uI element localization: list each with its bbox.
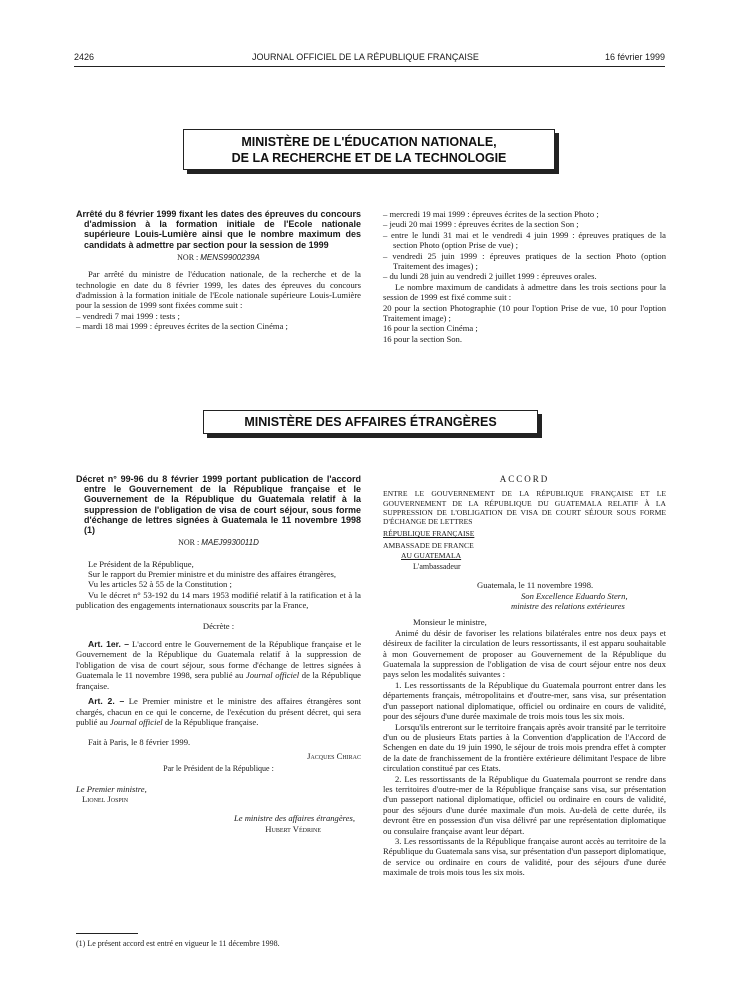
footnote-rule	[76, 933, 138, 934]
mae-name: Hubert Védrine	[265, 823, 321, 834]
article-2: Art. 2. – Le Premier ministre et le ministre des affaires étrangères sont chargés, chacun en ce qui le concerne, de l'exécution du présent décret, qui sera publié au Journal officiel de la République française.	[76, 696, 362, 727]
decret-title: Décret n° 99-96 du 8 février 1999 portant publication de l'accord entre le Gouvernement de la République française et le Gouvernement de la République du Guatemala relatif à la suppression de l'obligation de visa de court séjour, sous forme d'échange de lettres signées à Guatemala le 11 novembre 1998 (1)	[76, 474, 361, 536]
ministry-education-line1: MINISTÈRE DE L'ÉDUCATION NATIONALE,	[241, 135, 497, 149]
decret-para: Le Président de la République,	[88, 558, 194, 569]
accord-para: 2. Les ressortissants de la République du Guatemala pourront se rendre dans les territoires d'outre-mer de la République française sans visa, sur présentation d'un passeport national diplomatique, officiel ou ordinaire en cours de validité, pour des séjours d'une durée maximale d'un mois. Au-delà de cette durée, ils devront être en possession d'un visa délivré par une représentation diplomatique ou consulaire française avant leur départ.	[383, 773, 666, 836]
journal-title: JOURNAL OFFICIEL DE LA RÉPUBLIQUE FRANÇAISE	[252, 52, 479, 62]
pm-name: Lionel Jospin	[82, 793, 129, 804]
addressee-line2: ministre des relations extérieures	[511, 601, 625, 612]
nor-line: NOR : MENS9900239A	[177, 252, 260, 262]
salutation: Monsieur le ministre,	[413, 617, 487, 628]
accord-para: Animé du désir de favoriser les relations bilatérales entre nos deux pays et désireux de faciliter la circulation de leurs ressortissants, il est apparu souhaitable à mon Gouvernement de proposer au Gouvernement de la République du Guatemala la suppression de l'obligation de visa de court séjour entre nos deux pays selon les modalités suivantes :	[383, 627, 666, 680]
accord-heading: ACCORD	[499, 474, 550, 484]
max-item: 16 pour la section Cinéma ;	[383, 323, 478, 334]
accord-para: 3. Les ressortissants de la République française auront accès au territoire de la République du Guatemala sans visa, sur présentation d'un passeport diplomatique, de service ou ordinaire en cours de validité, pour des séjours d'une durée maximale de trois mois tous les six mois.	[383, 835, 666, 878]
decret-para: Vu les articles 52 à 55 de la Constitution ;	[88, 579, 232, 590]
ambassadeur: L'ambassadeur	[413, 561, 461, 571]
decret-para: Vu le décret n° 53-192 du 14 mars 1953 modifié relatif à la ratification et à la publication des engagements internationaux souscrits par la France,	[76, 589, 361, 611]
accord-para: 1. Les ressortissants de la République du Guatemala pourront entrer dans les départements français, métropolitains et d'outre-mer, sans visa, sur présentation d'un passeport national diplomatique, officiel ou ordinaire en cours de validité, pour des séjours d'une durée maximale de trois mois tous les six mois.	[383, 679, 666, 722]
mae-title: Le ministre des affaires étrangères,	[233, 813, 355, 824]
arrete-intro: Par arrêté du ministre de l'éducation nationale, de la recherche et de la technologie en date du 8 février 1999, les dates des épreuves du concours d'admission à la formation initiale de l'Ecole nationale supérieure Louis-Lumière pour la session de 1999 sont fixées comme suit :	[76, 269, 361, 311]
date-item: – mardi 18 mai 1999 : épreuves écrites de la section Cinéma ;	[76, 321, 288, 332]
nor-code: MENS9900239A	[200, 252, 260, 262]
max-item: 20 pour la section Photographie (10 pour l'option Prise de vue, 10 pour l'option Traitement image) ;	[383, 302, 666, 324]
ministry-education-line2: DE LA RECHERCHE ET DE LA TECHNOLOGIE	[231, 151, 507, 165]
max-item: 16 pour la section Son.	[383, 333, 463, 344]
ministry-box-education	[183, 129, 555, 170]
signature-president: Jacques Chirac	[307, 750, 361, 761]
pm-title: Le Premier ministre,	[76, 783, 147, 794]
ministry-foreign-affairs: MINISTÈRE DES AFFAIRES ÉTRANGÈRES	[244, 415, 497, 429]
accord-subheading: ENTRE LE GOUVERNEMENT DE LA RÉPUBLIQUE FRANÇAISE ET LE GOUVERNEMENT DE LA RÉPUBLIQUE DU GUATEMALA RELATIF À LA SUPPRESSION DE L'OBLIGATION DE VISA DE COURT SÉJOUR SOUS FORME D'ÉCHANGE DE LETTRES	[383, 489, 666, 527]
nor-line: NOR : MAEJ9930011D	[178, 538, 259, 548]
page-number: 2426	[74, 52, 95, 62]
date-item: – entre le lundi 31 mai et le vendredi 4 juin 1999 : épreuves pratiques de la section Photo (option Prise de vue) ;	[383, 229, 666, 251]
section2-left-column	[76, 474, 361, 834]
header-date: 16 février 1999	[604, 52, 665, 62]
max-candidates-intro: Le nombre maximum de candidats à admettre dans les trois sections pour la session de 1999 est fixé comme suit :	[383, 281, 666, 303]
accord-para: Lorsqu'ils entreront sur le territoire français après avoir transité par le territoire d'un ou de plusieurs Etats parties à la Convention d'application de l'Accord de Schengen en date du 19 juin 1990, le séjour de trois mois prendra effet à compter de la date de franchissement de la frontière extérieure délimitant l'espace de libre circulation constitué par ces Etats.	[383, 721, 666, 774]
ambassade-line1: AMBASSADE DE FRANCE	[383, 541, 474, 551]
ambassade-line2: AU GUATEMALA	[401, 550, 462, 560]
footnote: (1) Le présent accord est entré en vigueur le 11 décembre 1998.	[76, 939, 280, 948]
place-date: Guatemala, le 11 novembre 1998.	[477, 580, 594, 591]
arrete-title: Arrêté du 8 février 1999 fixant les dates des épreuves du concours d'admission à la formation initiale de l'Ecole nationale supérieure Louis-Lumière ainsi que le nombre maximum des candidats à admettre par section pour la session de 1999	[76, 209, 361, 250]
date-item: – vendredi 7 mai 1999 : tests ;	[76, 310, 180, 321]
addressee-line1: Son Excellence Eduardo Stern,	[521, 590, 628, 601]
date-item: – vendredi 25 juin 1999 : épreuves pratiques de la section Photo (option Traitement des images) ;	[383, 250, 666, 272]
accord-column	[383, 474, 666, 878]
date-item: – jeudi 20 mai 1999 : épreuves écrites de la section Son ;	[383, 219, 579, 230]
section1-left-column	[76, 209, 361, 332]
decrete: Décrète :	[202, 620, 235, 631]
section1-right-column	[383, 209, 666, 344]
date-item: – du lundi 28 juin au vendredi 2 juillet 1999 : épreuves orales.	[383, 271, 597, 282]
date-item: – mercredi 19 mai 1999 : épreuves écrites de la section Photo ;	[383, 209, 599, 219]
decret-para: Sur le rapport du Premier ministre et du ministre des affaires étrangères,	[88, 569, 337, 580]
republique-francaise: RÉPUBLIQUE FRANÇAISE	[383, 529, 475, 539]
ministry-box-foreign-affairs	[203, 410, 538, 434]
par-le-president: Par le Président de la République :	[163, 764, 274, 774]
nor-code: MAEJ9930011D	[201, 538, 259, 548]
article-1: Art. 1er. – L'accord entre le Gouvernement de la République française et le Gouvernement de la République du Guatemala relatif à la suppression de l'obligation de visa de court séjour, sous forme d'échange de lettres signées à Guatemala le 11 novembre 1998, sera publié au Journal officiel de la République française.	[76, 639, 362, 691]
fait-a-paris: Fait à Paris, le 8 février 1999.	[88, 737, 191, 748]
header-rule	[74, 66, 665, 67]
